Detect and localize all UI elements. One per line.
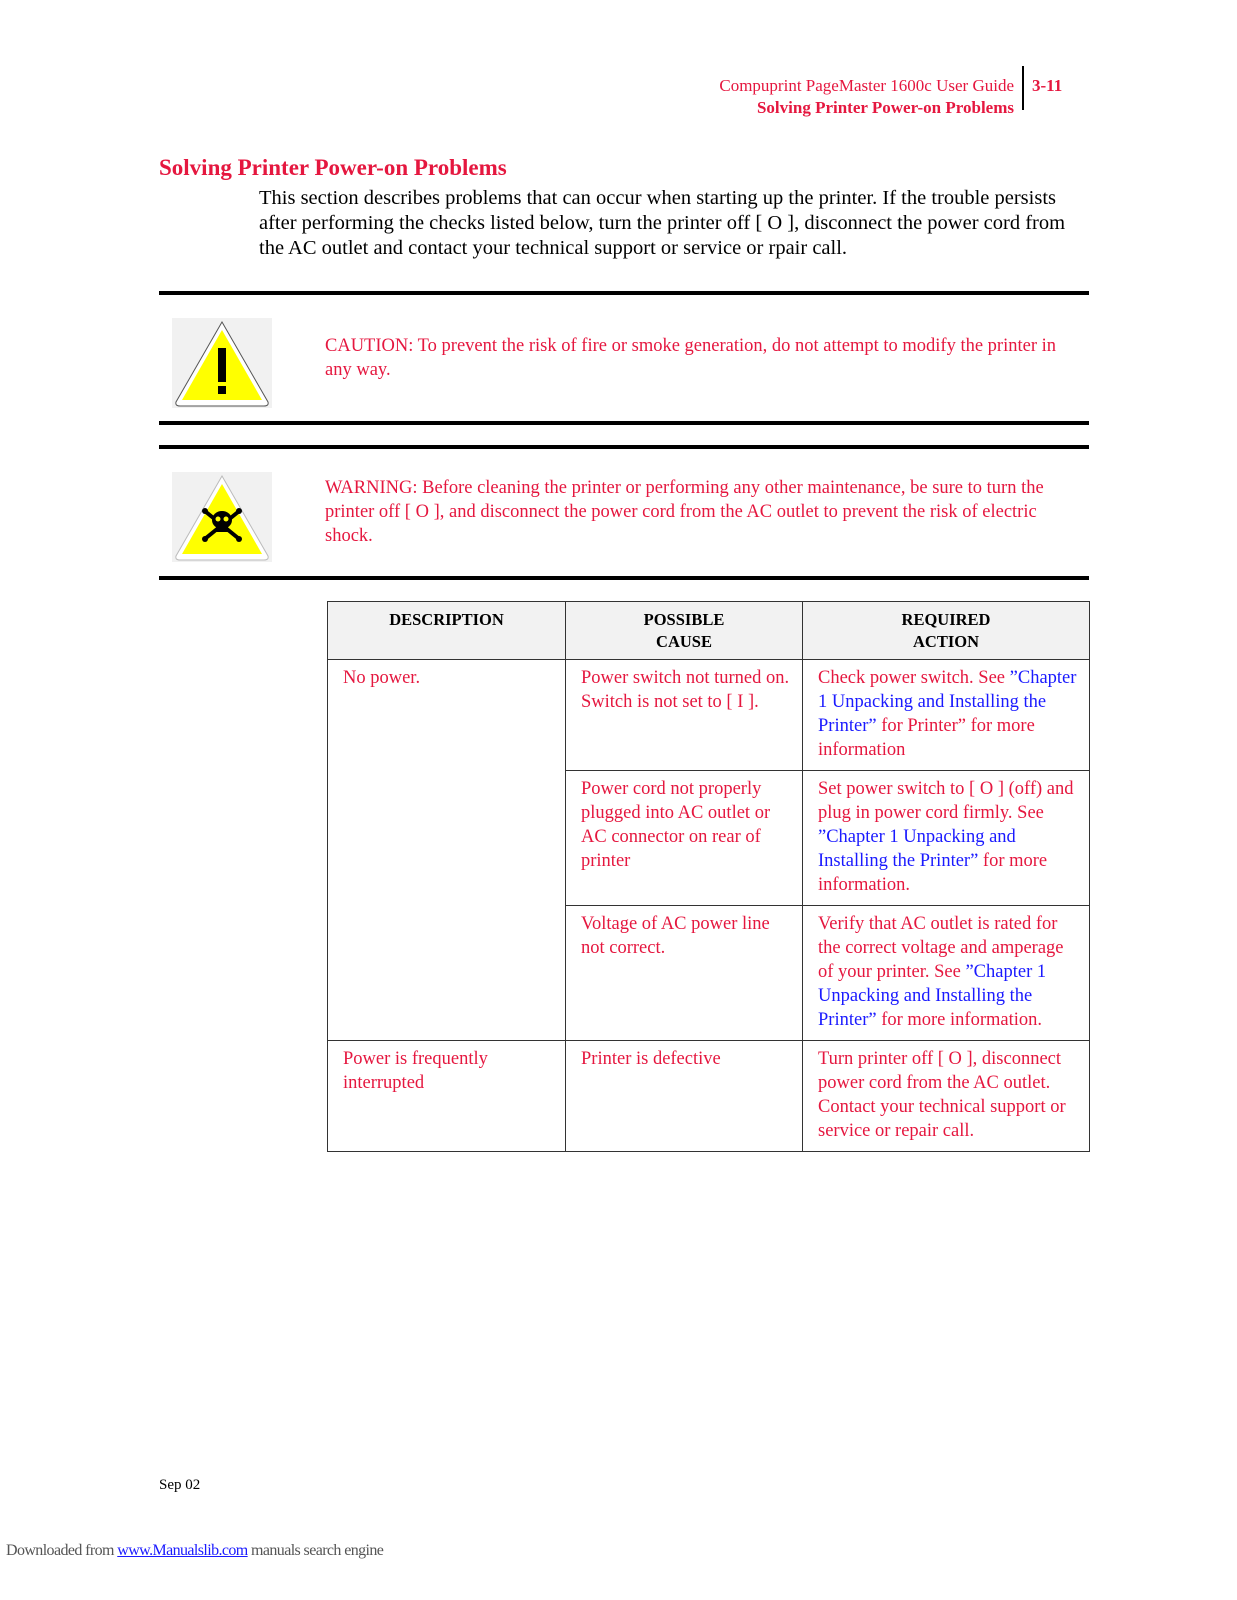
caution-text: CAUTION: To prevent the risk of fire or smoke generation, do not attempt to modify the printer in any way.: [325, 336, 1057, 380]
warning-bottom-rule: [159, 576, 1089, 580]
table-row: [328, 660, 1090, 771]
header-section-title: Solving Printer Power-on Problems: [756, 98, 1014, 117]
description-cell: Power is frequently interrupted: [328, 1041, 566, 1152]
section-intro: This section describes problems that can occur when starting up the printer. If the trouble persists after performing the checks listed below, turn the printer off [ O ], disconnect the power cord from the AC outlet and contact your technical support or service or rpair call.: [259, 187, 1066, 259]
table-header-row: [328, 602, 1090, 660]
description-cell: No power.: [328, 660, 566, 1041]
header-guide-title: Compuprint PageMaster 1600c User Guide: [719, 76, 1014, 95]
cause-cell: Voltage of AC power line not correct.: [566, 906, 803, 1041]
caution-bottom-rule: [159, 421, 1089, 425]
troubleshooting-table: [327, 601, 1090, 1152]
chapter-reference-link[interactable]: ”Chapter 1 Unpacking and Installing the Printer”: [818, 962, 1047, 1030]
action-cell: Turn printer off [ O ], disconnect power cord from the AC outlet. Contact your technical support or service or repair call.: [803, 1041, 1090, 1152]
skull-crossbones-icon: [172, 472, 272, 562]
action-cell: Check power switch. See ”Chapter 1 Unpacking and Installing the Printer” for Printer” for more information: [803, 660, 1090, 771]
chapter-reference-link[interactable]: ”Chapter 1 Unpacking and Installing the Printer”: [818, 827, 1016, 871]
action-cell: Set power switch to [ O ] (off) and plug in power cord firmly. See ”Chapter 1 Unpacking and Installing the Printer” for more information.: [803, 771, 1090, 906]
download-footer: Downloaded from www.Manualslib.com manuals search engine: [6, 1542, 384, 1559]
footer-date: Sep 02: [159, 1477, 201, 1493]
cause-cell: Power switch not turned on. Switch is not set to [ I ].: [566, 660, 803, 771]
header-page-number: 3-11: [1032, 76, 1063, 95]
column-header-required-action: REQUIRED ACTION: [803, 602, 1090, 660]
column-header-description: DESCRIPTION: [328, 602, 566, 660]
column-header-possible-cause: POSSIBLE CAUSE: [566, 602, 803, 660]
caution-top-rule: [159, 291, 1089, 295]
cause-cell: Power cord not properly plugged into AC outlet or AC connector on rear of printer: [566, 771, 803, 906]
action-cell: Verify that AC outlet is rated for the correct voltage and amperage of your printer. See ”Chapter 1 Unpacking and Installing the Printer” for more information.: [803, 906, 1090, 1041]
caution-exclamation-icon: [172, 318, 272, 408]
warning-top-rule: [159, 445, 1089, 449]
manualslib-link[interactable]: www.Manualslib.com: [117, 1542, 248, 1559]
table-row: [328, 1041, 1090, 1152]
warning-text: WARNING: Before cleaning the printer or performing any other maintenance, be sure to turn the printer off [ O ], and disconnect the power cord from the AC outlet to prevent the risk of electric shock.: [325, 478, 1044, 546]
chapter-reference-link[interactable]: ”Chapter 1 Unpacking and Installing the Printer”: [818, 668, 1077, 736]
section-title: Solving Printer Power-on Problems: [159, 155, 507, 180]
header-divider: [1022, 66, 1024, 110]
cause-cell: Printer is defective: [566, 1041, 803, 1152]
